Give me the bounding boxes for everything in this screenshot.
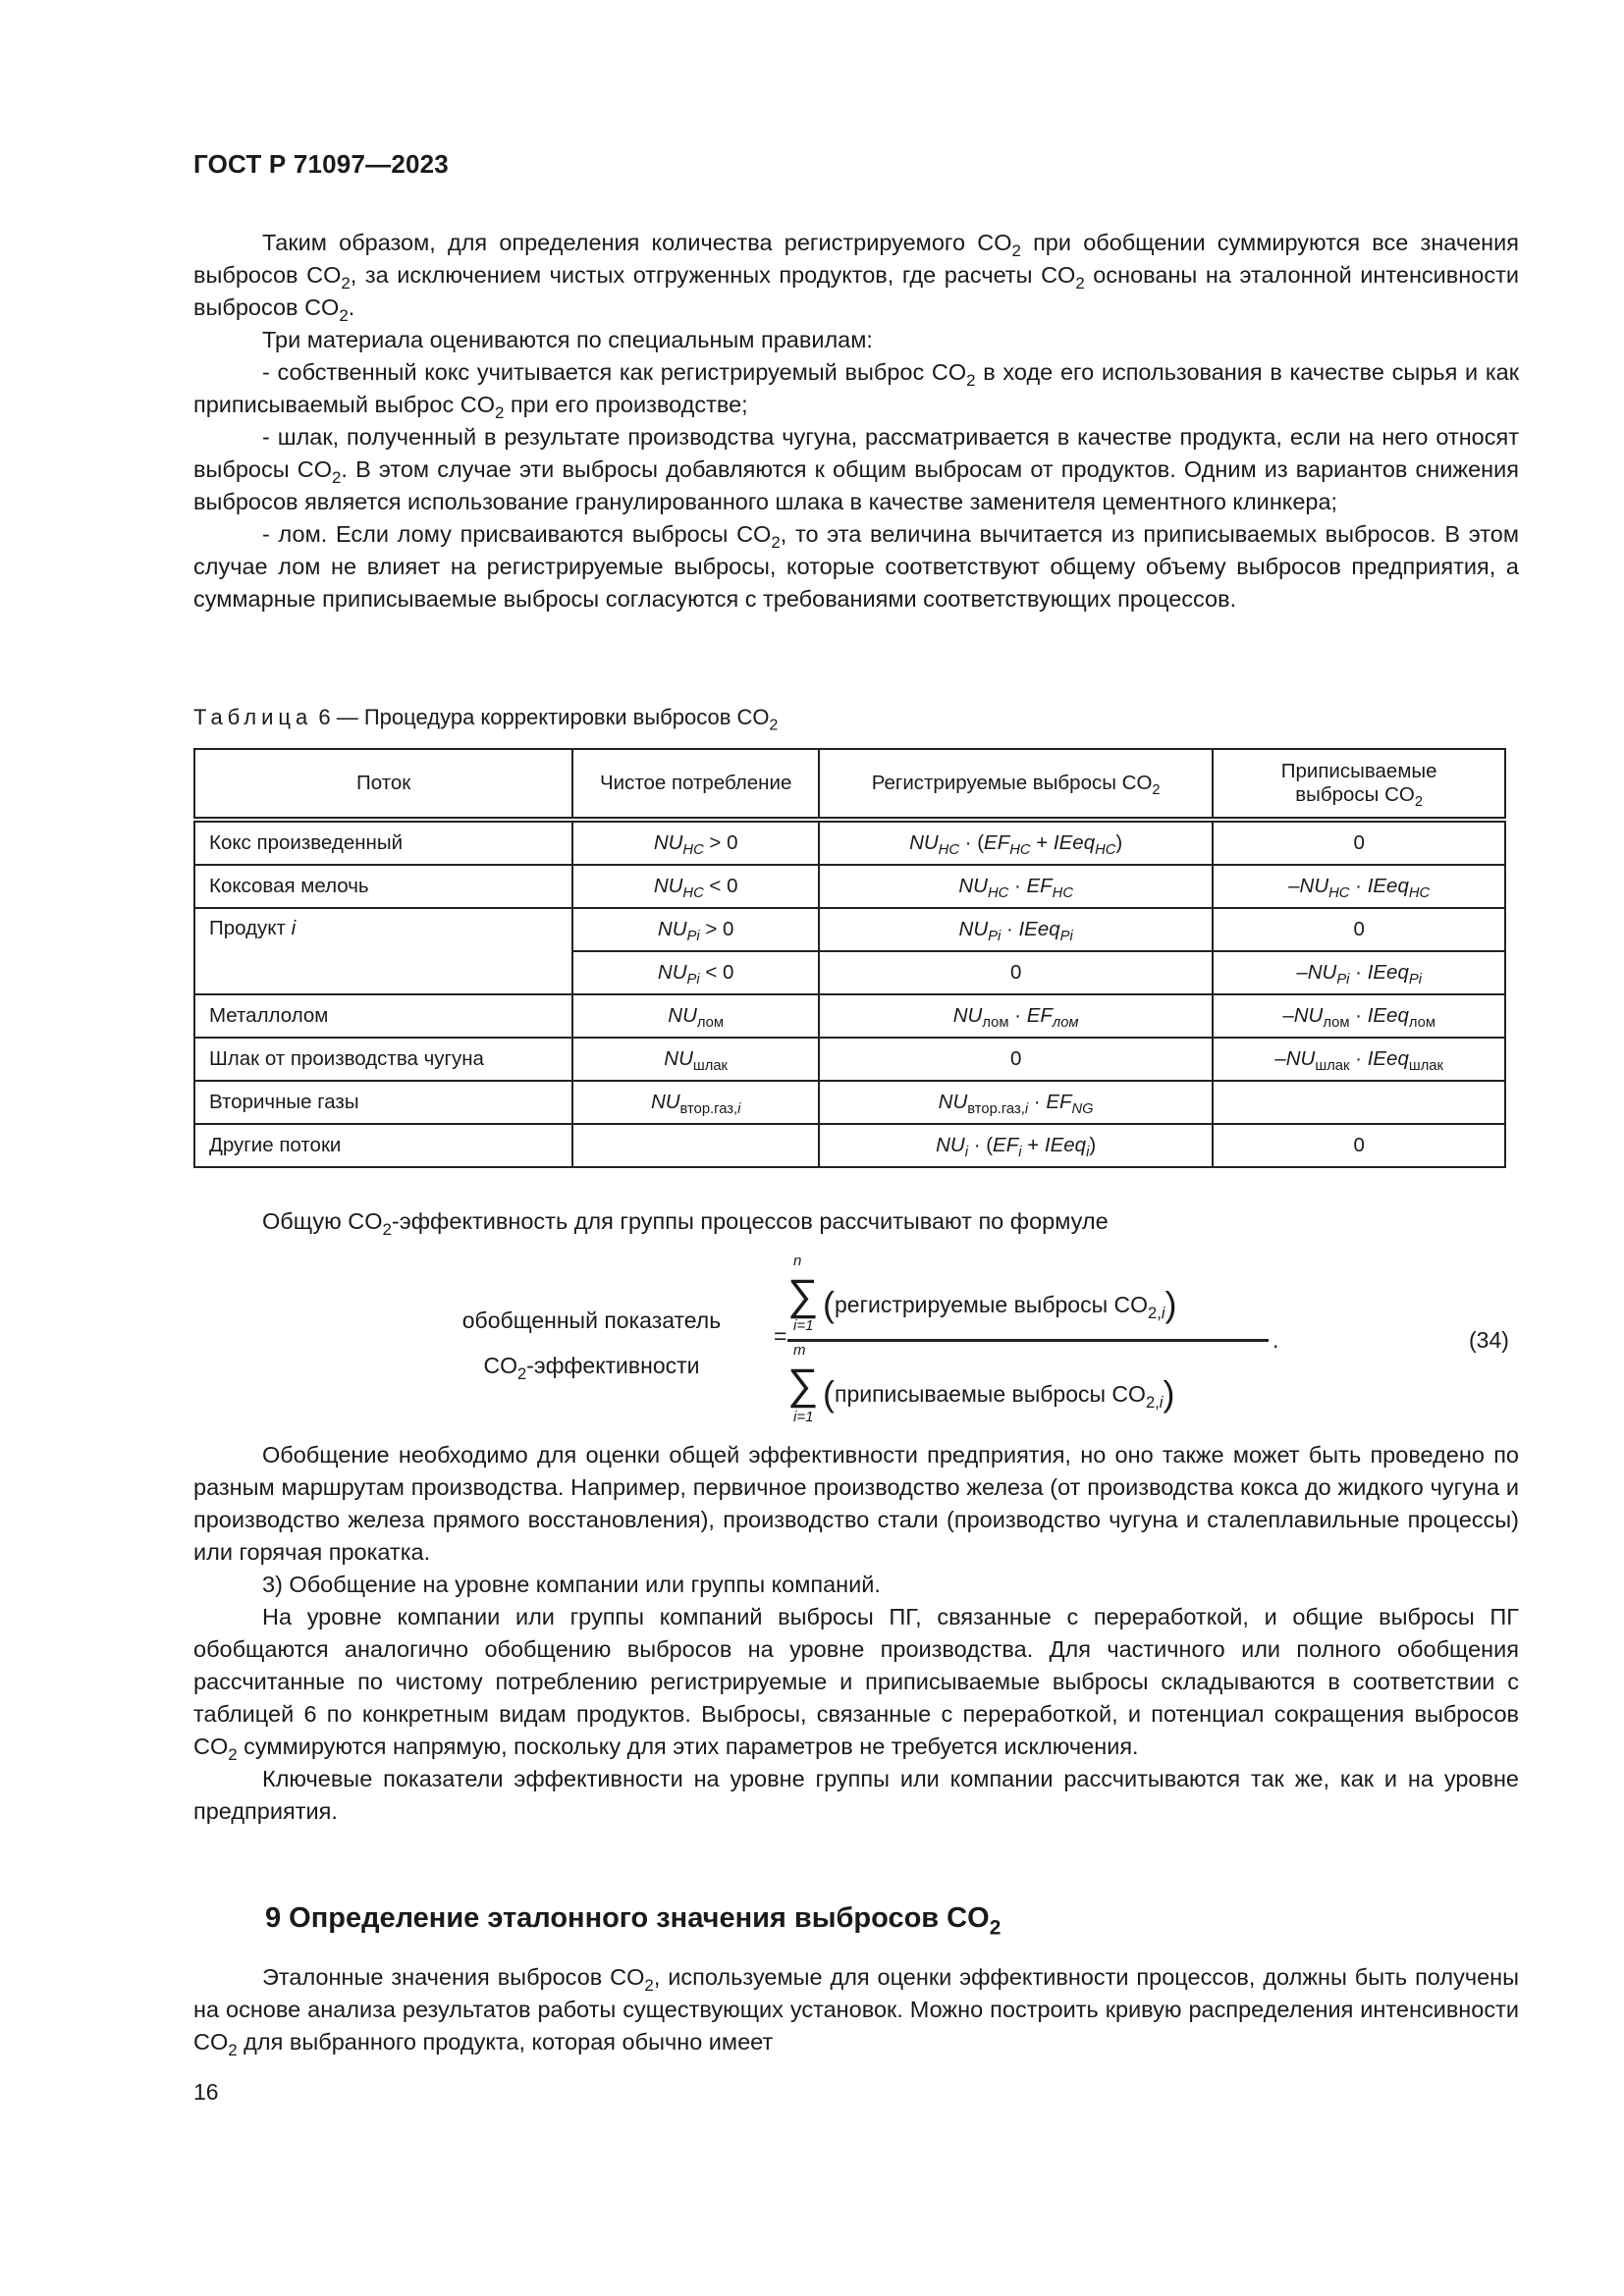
paragraph: На уровне компании или группы компаний выбросы ПГ, связанные с переработкой, и общие выбросы ПГ обобщаются аналогично обобщению выбросов на уровне производства. Для частичного или полного обобщения рассчитанные по чистому потреблению регистрируемые и приписываемые выбросы складываются в соответствии с таблицей 6 по конкретным видам продуктов. Выбросы, связанные с переработкой, и потенциал сокращения выбросов $CO_2$ суммируются напрямую, поскольку для этих параметров не требуется исключения. — [193, 1604, 1519, 1764]
paragraph: Эталонные значения выбросов $CO_2$, используемые для оценки эффективности процессов, должны быть получены на основе анализа результатов работы существующих установок. Можно построить кривую распределения интенсивности $CO_2$ для выбранного продукта, которая обычно имеет — [193, 1964, 1520, 2059]
section-heading: 9 Определение эталонного значения выбросов $CO_2$ — [265, 1902, 1001, 1940]
formula-numerator: n ∑ i=1 (регистрируемые выбросы $CO_{2,i}$) — [787, 1253, 1177, 1334]
table-row: Шлак от производства чугуна $NU_{шлак}$ 0 $-NU_{шлак}$ · IEeq$_{шлак}$ — [194, 1038, 1505, 1081]
formula-34: обобщенный показатель $CO_2$-эффективности = n ∑ i=1 (регистрируемые выбросы $CO_{2,i}$) m ∑ i=1 (приписываемые выбросы $CO_{2,i}$) . (34) — [0, 1258, 1624, 1425]
table-caption: Таблица 6 — Процедура корректировки выбросов $CO_2$ — [193, 705, 779, 734]
page-number: 16 — [193, 2079, 219, 2105]
section9-body — [193, 1961, 1519, 2058]
formula-fraction — [787, 1253, 1269, 1426]
fraction-bar — [787, 1339, 1269, 1342]
sum-icon: ∑ — [787, 1361, 819, 1409]
paragraph: Три материала оцениваются по специальным правилам: — [262, 327, 873, 352]
header-flow: Поток — [194, 749, 572, 820]
list-item: - лом. Если лому присваиваются выбросы $CO_2$, то эта величина вычитается из приписываемых выбросов. В этом случае лом не влияет на регистрируемые выбросы, которые соответствуют общему объему выбросов предприятия, а суммарные приписываемые выбросы согласуются с требованиями соответствующих процессов. — [193, 521, 1519, 612]
sum-icon: ∑ — [787, 1271, 819, 1319]
paragraph: Ключевые показатели эффективности на уровне группы или компании рассчитываются так же, как и на уровне предприятия. — [193, 1766, 1519, 1824]
intro-section — [193, 227, 1519, 615]
emissions-adjustment-table — [193, 748, 1506, 1168]
document-header: ГОСТ Р 71097—2023 — [193, 149, 449, 179]
table-row: $NU_{Pi} < 0$ 0 $-NU_{Pi}$ · IEeq$_{Pi}$ — [194, 951, 1505, 994]
table-row: Продукт i $NU_{Pi} > 0$ $NU_{Pi}$ · IEeq$_{Pi}$ 0 — [194, 908, 1505, 951]
formula-number: (34) — [1469, 1327, 1509, 1353]
formula-intro: Общую $CO_2$-эффективность для группы процессов рассчитывают по формуле — [262, 1208, 1109, 1239]
header-net-consumption: Чистое потребление — [572, 749, 819, 820]
table-row: Другие потоки $NU_i \cdot (EF_i$ + IEeq$_i$) 0 — [194, 1124, 1505, 1167]
formula-label: обобщенный показатель $CO_2$-эффективности — [461, 1308, 722, 1383]
paragraph: Таким образом, для определения количества регистрируемого $CO_2$ при обобщении суммируются все значения выбросов $CO_2$, за исключением чистых отгруженных продуктов, где расчеты $CO_2$ основаны на эталонной интенсивности выбросов $CO_2$. — [193, 230, 1519, 325]
table-row: Металлолом $NU_{лом}$ $NU_{лом} \cdot EF_{лом}$ $-NU_{лом}$ · IEeq$_{лом}$ — [194, 994, 1505, 1038]
paragraph: Обобщение необходимо для оценки общей эффективности предприятия, но оно также может быть проведено по разным маршрутам производства. Например, первичное производство железа (от производства кокса до жидкого чугуна и производство железа прямого восстановления), производство стали (производство чугуна и сталеплавильные процессы) или горячая прокатка. — [193, 1442, 1519, 1565]
table-row: Кокс произведенный $NU_{HC} > 0$ $NU_{HC} \cdot (EF_{HC}$ + IEeq$_{HC}$) 0 — [194, 820, 1505, 865]
header-registered-emissions: Регистрируемые выбросы $CO_2$ — [819, 749, 1213, 820]
table-row: Коксовая мелочь $NU_{HC} < 0$ $NU_{HC} \cdot EF_{HC}$ $-NU_{HC}$ · IEeq$_{HC}$ — [194, 865, 1505, 908]
list-item: - шлак, полученный в результате производства чугуна, рассматривается в качестве продукта, если на него относят выбросы $CO_2$. В этом случае эти выбросы добавляются к общим выбросам от продуктов. Одним из вариантов снижения выбросов является использование гранулированного шлака в качестве заменителя цементного клинкера; — [193, 424, 1519, 514]
body-section — [193, 1439, 1519, 1828]
header-attributed-emissions: Приписываемые выбросы $CO_2$ — [1213, 749, 1505, 820]
list-item: - собственный кокс учитывается как регистрируемый выброс $CO_2$ в ходе его использования в качестве сырья и как приписываемый выброс $CO_2$ при его производстве; — [193, 359, 1519, 422]
formula-denominator: m ∑ i=1 (приписываемые выбросы $CO_{2,i}$) — [787, 1342, 1175, 1425]
table-row: Вторичные газы $NU_{втор.газ,i}$ $NU_{втор.газ,i} \cdot EF_{NG}$ — [194, 1081, 1505, 1124]
table-header-row — [194, 749, 1505, 820]
paragraph: 3) Обобщение на уровне компании или группы компаний. — [262, 1572, 881, 1597]
